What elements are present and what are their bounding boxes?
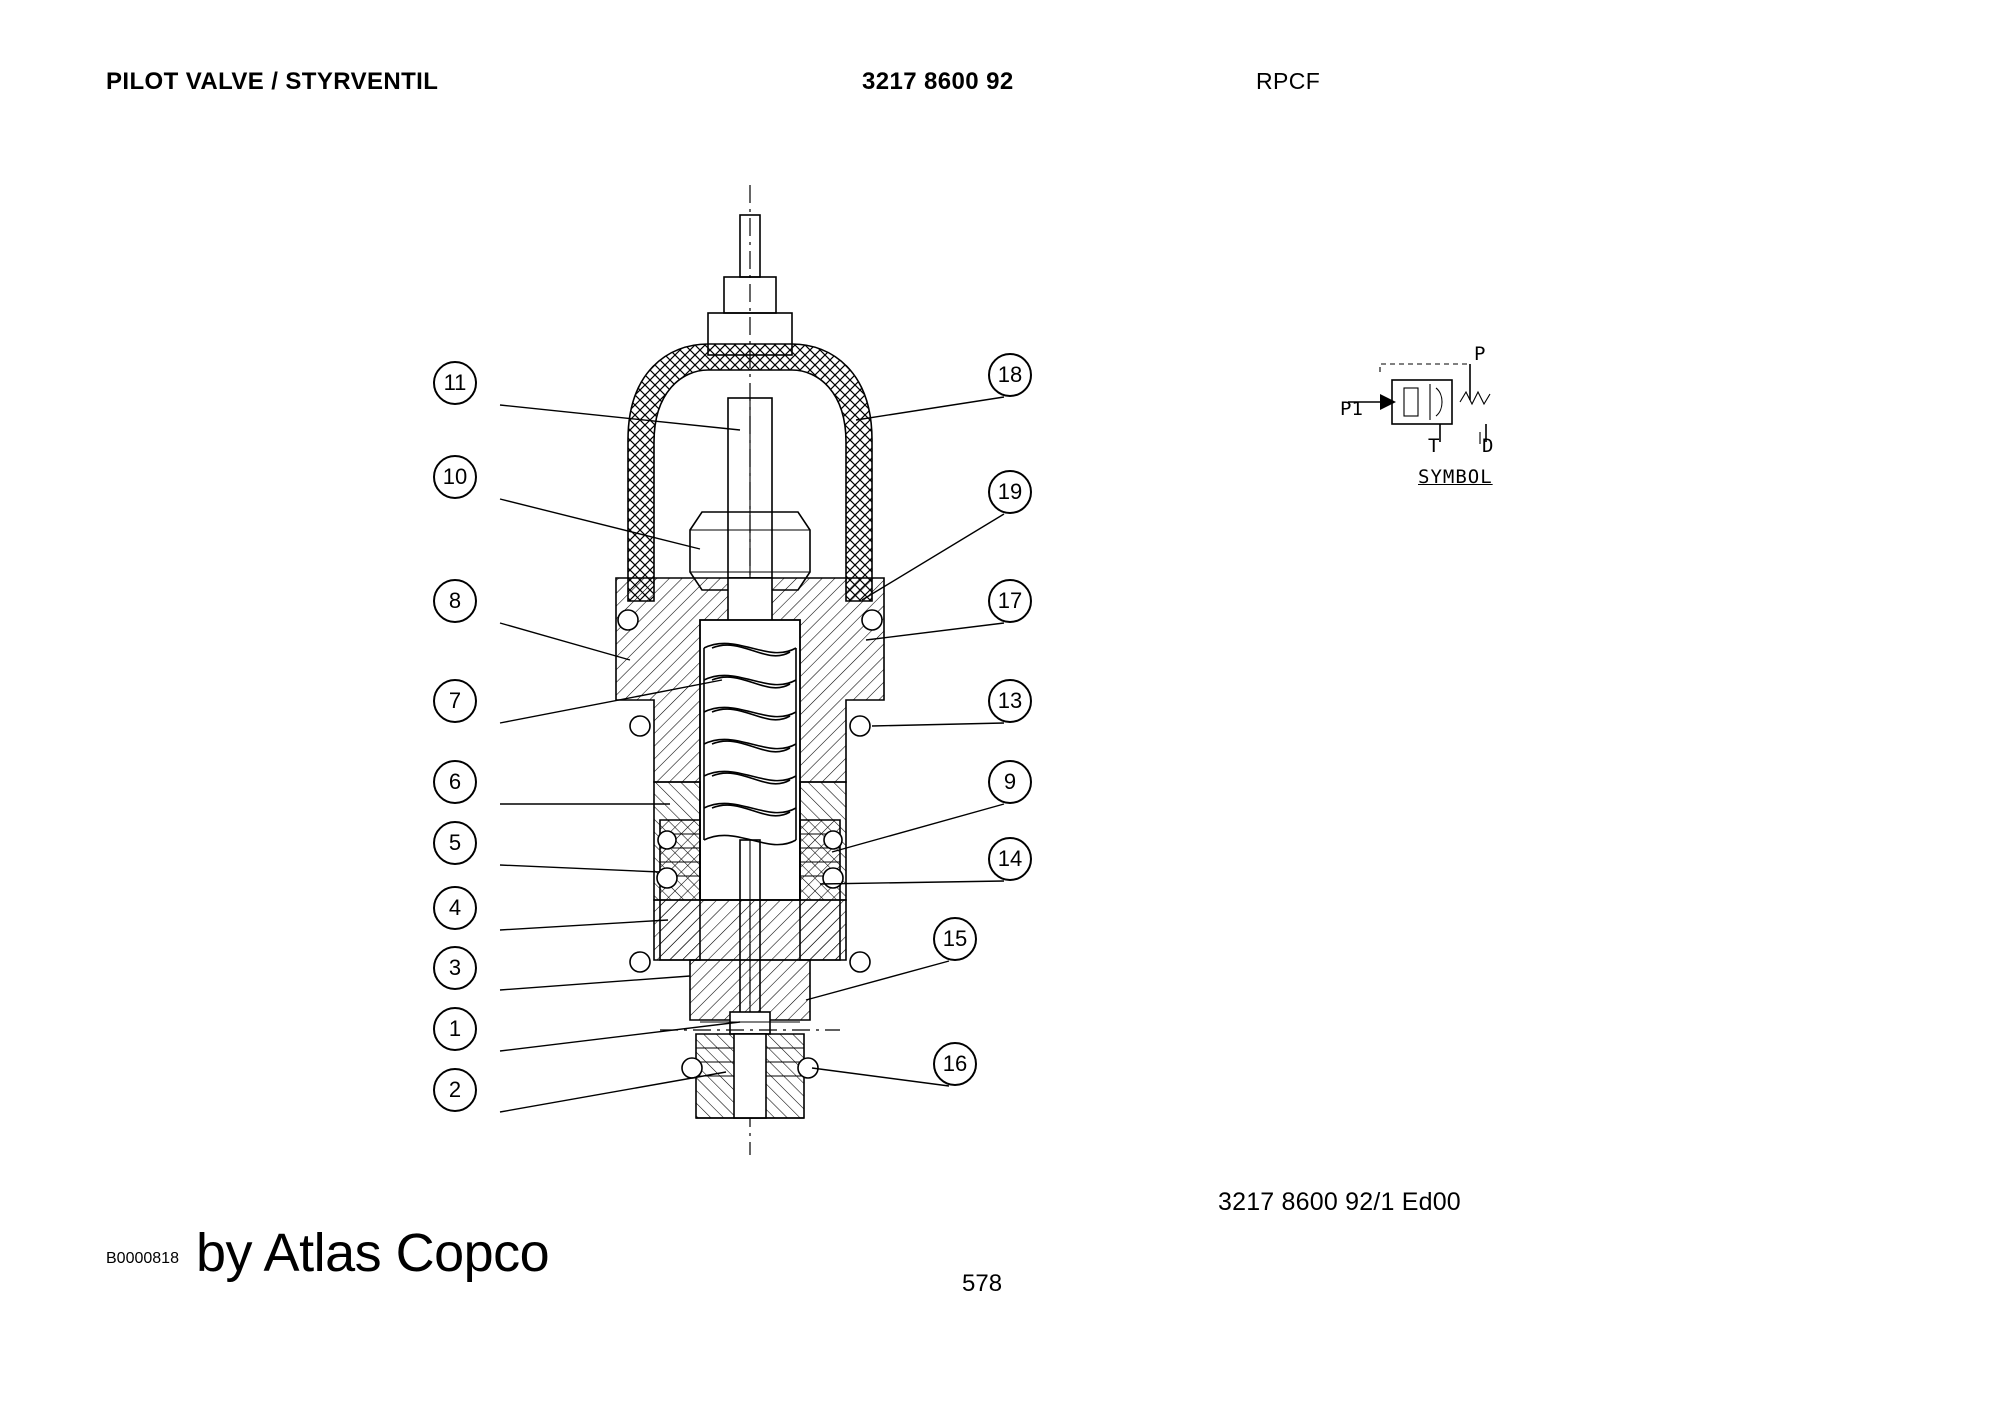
drawing-number: 3217 8600 92/1 Ed00 [1218, 1188, 1461, 1216]
callout-balloon-5[interactable]: 5 [433, 821, 477, 865]
svg-text:P: P [1474, 343, 1486, 365]
symbol-caption: SYMBOL [1418, 466, 1493, 488]
hydraulic-symbol-graphic [1340, 343, 1493, 457]
callout-balloon-17[interactable]: 17 [988, 579, 1032, 623]
callout-balloon-2[interactable]: 2 [433, 1068, 477, 1112]
svg-text:D: D [1482, 435, 1494, 457]
callout-balloon-11[interactable]: 11 [433, 361, 477, 405]
svg-text:T: T [1428, 435, 1440, 457]
callout-balloon-16[interactable]: 16 [933, 1042, 977, 1086]
callout-balloon-9[interactable]: 9 [988, 760, 1032, 804]
callout-balloon-1[interactable]: 1 [433, 1007, 477, 1051]
callout-balloon-7[interactable]: 7 [433, 679, 477, 723]
callout-balloon-13[interactable]: 13 [988, 679, 1032, 723]
callout-balloon-18[interactable]: 18 [988, 353, 1032, 397]
svg-text:P1: P1 [1340, 398, 1363, 420]
callout-balloon-19[interactable]: 19 [988, 470, 1032, 514]
callout-balloon-14[interactable]: 14 [988, 837, 1032, 881]
brand-logo: by Atlas Copco [196, 1223, 550, 1283]
callout-balloon-15[interactable]: 15 [933, 917, 977, 961]
callout-balloon-4[interactable]: 4 [433, 886, 477, 930]
callout-balloon-8[interactable]: 8 [433, 579, 477, 623]
part-number: 3217 8600 92 [862, 68, 1014, 95]
product-code: RPCF [1256, 68, 1321, 94]
callout-balloon-3[interactable]: 3 [433, 946, 477, 990]
callout-balloon-10[interactable]: 10 [433, 455, 477, 499]
callout-balloon-6[interactable]: 6 [433, 760, 477, 804]
page-number: 578 [962, 1270, 1003, 1297]
page-title: PILOT VALVE / STYRVENTIL [106, 68, 439, 95]
b-number: B0000818 [106, 1250, 179, 1267]
